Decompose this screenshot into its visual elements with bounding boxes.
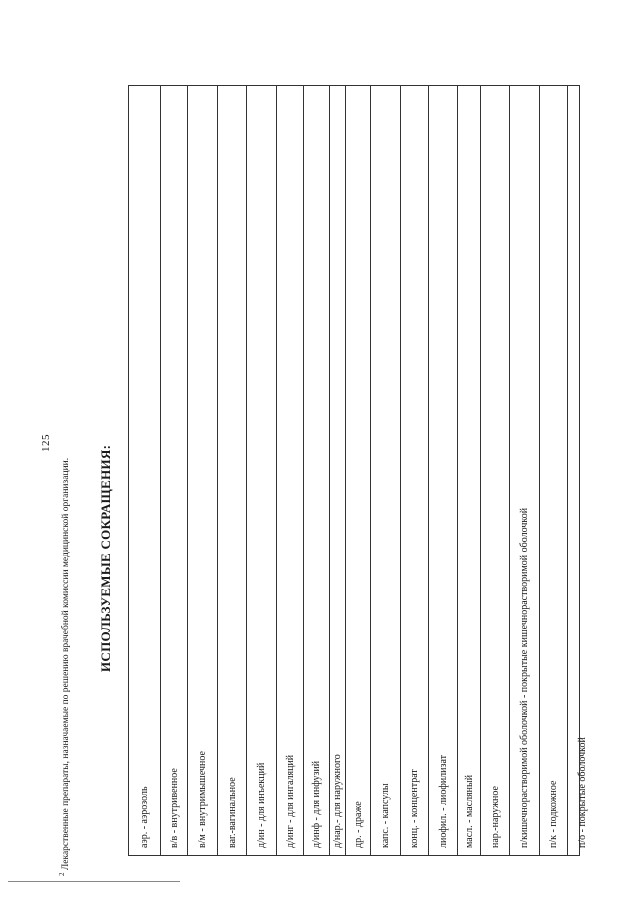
table-row bbox=[540, 86, 568, 855]
table-row bbox=[346, 86, 371, 855]
abbreviation-text: п/к - подкожное bbox=[548, 780, 559, 848]
abbreviation-text: капс. - капсулы bbox=[380, 783, 391, 848]
abbreviation-text: д/ин - для инъекций bbox=[256, 762, 267, 848]
table-row bbox=[330, 86, 346, 855]
abbreviation-text: конц. - концентрат bbox=[409, 769, 420, 848]
abbreviations-table bbox=[128, 85, 588, 856]
table-row bbox=[188, 86, 218, 855]
table-row bbox=[277, 86, 304, 855]
footnote-separator-line bbox=[8, 881, 180, 882]
abbreviation-text: д/нар.- для наружного bbox=[332, 754, 343, 848]
table-row bbox=[401, 86, 429, 855]
page-number: 125 bbox=[40, 434, 52, 452]
abbreviation-text: д/инг - для ингаляций bbox=[285, 754, 296, 848]
table-row bbox=[481, 86, 510, 855]
abbreviation-text: аэр. - аэрозоль bbox=[139, 786, 150, 848]
abbreviation-text: масл. - масляный bbox=[464, 774, 475, 848]
abbreviation-text: в/в - внутривенное bbox=[169, 768, 180, 848]
footnote-mark: 2 bbox=[58, 872, 66, 876]
table-row bbox=[568, 86, 597, 855]
table-row bbox=[247, 86, 277, 855]
abbreviation-text: п/о - покрытые оболочкой bbox=[577, 737, 588, 848]
table-row bbox=[304, 86, 330, 855]
abbreviation-text: п/кишечнорастворимой оболочкой - покрытые кишечнорастворимой оболочкой bbox=[519, 507, 530, 848]
abbreviations-heading: ИСПОЛЬЗУЕМЫЕ СОКРАЩЕНИЯ: bbox=[98, 444, 113, 672]
abbreviation-text: др. - драже bbox=[353, 801, 364, 848]
abbreviation-text: д/инф - для инфузий bbox=[311, 760, 322, 848]
table-row bbox=[458, 86, 481, 855]
footnote-text: Лекарственные препараты, назначаемые по решению врачебной комиссии медицинской организации. bbox=[61, 457, 72, 871]
table-row bbox=[429, 86, 458, 855]
table-row bbox=[218, 86, 247, 855]
table-row bbox=[129, 86, 161, 855]
abbreviation-text: в/м - внутримышечное bbox=[197, 751, 208, 848]
abbreviation-text: лиофил. - лиофилизат bbox=[438, 754, 449, 848]
table-row bbox=[161, 86, 188, 855]
abbreviation-text: нар.-наружное bbox=[490, 786, 501, 848]
footnote bbox=[58, 458, 71, 876]
table-row bbox=[371, 86, 401, 855]
table-row bbox=[510, 86, 540, 855]
abbreviation-text: ваг.-вагинальное bbox=[227, 777, 238, 848]
